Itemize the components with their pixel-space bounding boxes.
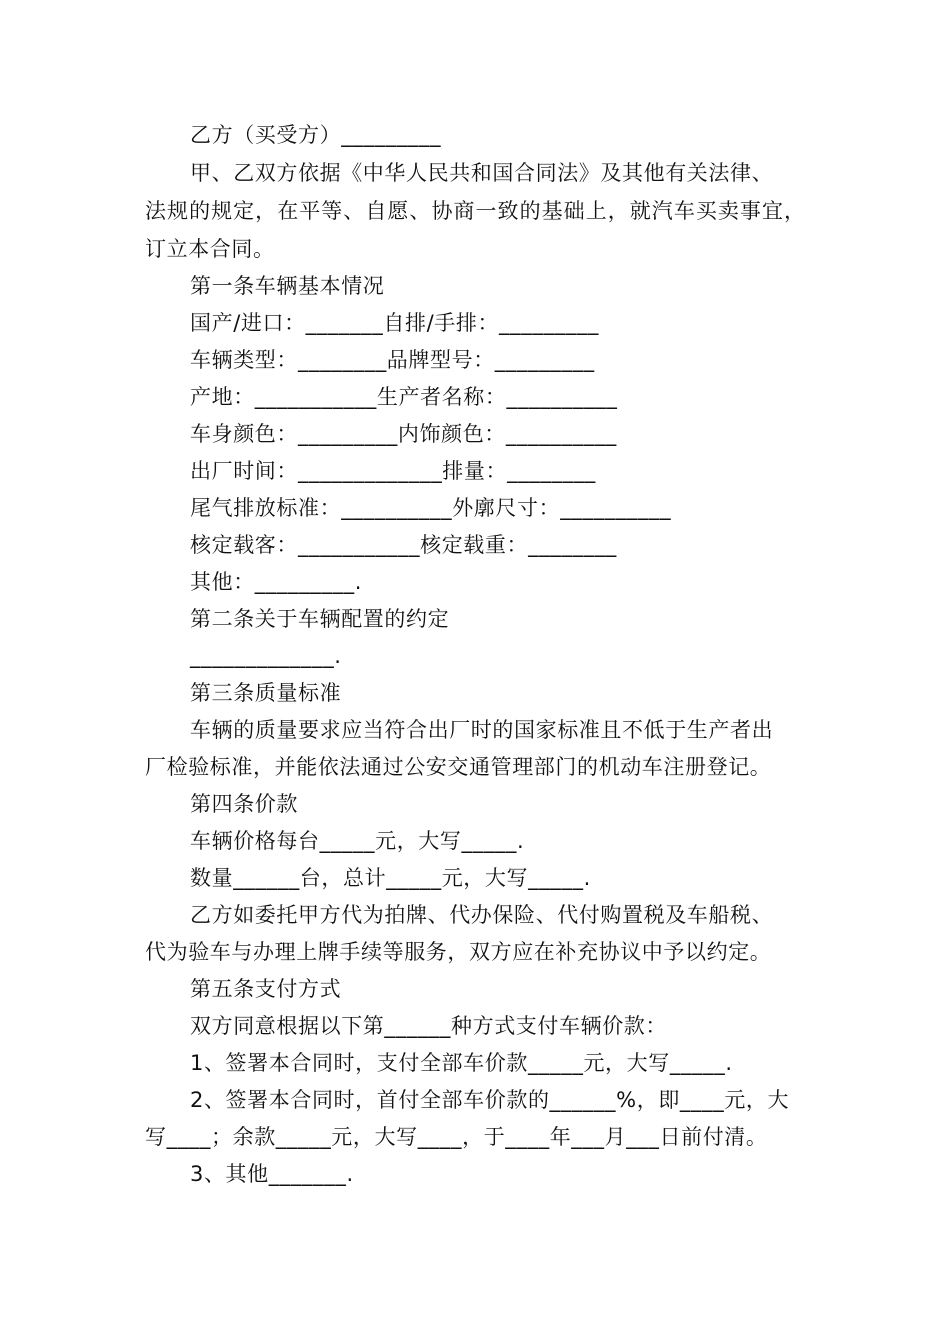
payment-option-1: 1、签署本合同时，支付全部车价款_____元，大写_____. — [190, 1051, 733, 1075]
payment-option-3: 3、其他_______. — [190, 1162, 354, 1186]
article-2-blank: _____________. — [190, 644, 342, 668]
article-3-text-2: 厂检验标准，并能依法通过公安交通管理部门的机动车注册登记。 — [145, 755, 772, 779]
article-3-heading: 第三条质量标准 — [190, 681, 342, 705]
article-3-text-1: 车辆的质量要求应当符合出厂时的国家标准且不低于生产者出 — [190, 718, 774, 742]
article-4-heading: 第四条价款 — [190, 792, 298, 816]
field-colors: 车身颜色：_________内饰颜色：__________ — [190, 422, 617, 446]
field-other: 其他：_________. — [190, 570, 362, 594]
field-date-displacement: 出厂时间：_____________排量：________ — [190, 459, 596, 483]
article-1-heading: 第一条车辆基本情况 — [190, 274, 385, 298]
quantity-total-line: 数量______台，总计_____元，大写_____. — [190, 866, 591, 890]
payment-method-line: 双方同意根据以下第______种方式支付车辆价款： — [190, 1014, 667, 1038]
preamble-line-1: 甲、乙双方依据《中华人民共和国合同法》及其他有关法律、 — [190, 161, 774, 185]
field-origin-transmission: 国产/进口：_______自排/手排：_________ — [190, 311, 599, 335]
payment-option-2-line-1: 2、签署本合同时，首付全部车价款的______%，即____元，大 — [190, 1088, 790, 1112]
article-5-heading: 第五条支付方式 — [190, 977, 342, 1001]
field-type-model: 车辆类型：________品牌型号：_________ — [190, 348, 595, 372]
field-emission-dimensions: 尾气排放标准：__________外廓尺寸：__________ — [190, 496, 672, 520]
party-b-line: 乙方（买受方）_________ — [190, 123, 442, 147]
preamble-line-2: 法规的规定，在平等、自愿、协商一致的基础上，就汽车买卖事宜， — [145, 199, 805, 223]
payment-option-2-line-2: 写____；余款_____元，大写____，于____年___月___日前付清。 — [145, 1125, 768, 1149]
field-place-manufacturer: 产地：___________生产者名称：__________ — [190, 385, 618, 409]
article-4-text-2: 代为验车与办理上牌手续等服务，双方应在补充协议中予以约定。 — [145, 940, 772, 964]
article-4-text-1: 乙方如委托甲方代为拍牌、代办保险、代付购置税及车船税、 — [190, 903, 774, 927]
preamble-line-3: 订立本合同。 — [145, 237, 275, 261]
article-2-heading: 第二条关于车辆配置的约定 — [190, 607, 450, 631]
price-per-unit-line: 车辆价格每台_____元，大写_____. — [190, 829, 525, 853]
field-passengers-load: 核定载客：___________核定载重：________ — [190, 533, 617, 557]
